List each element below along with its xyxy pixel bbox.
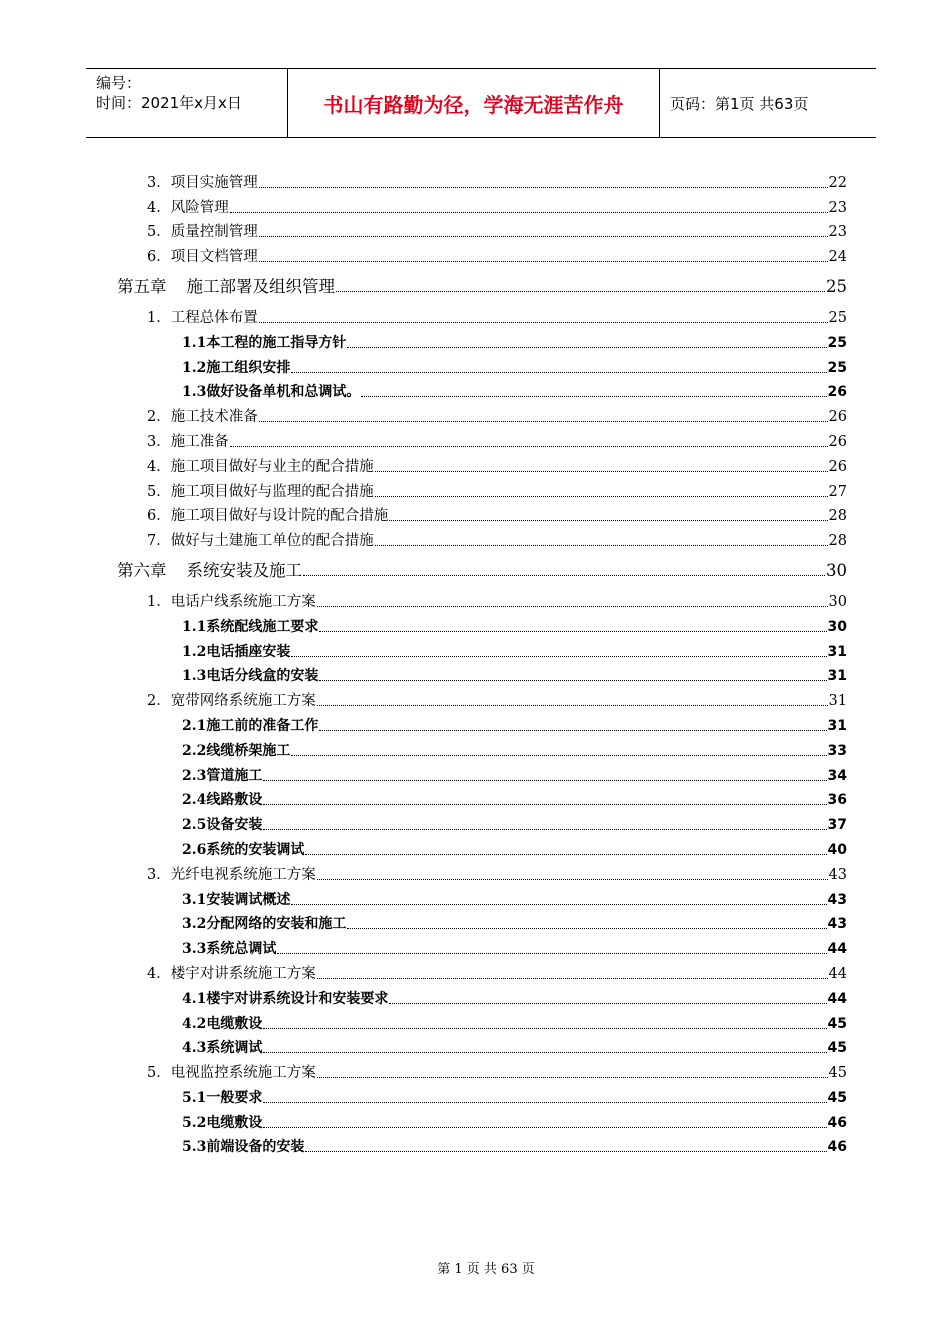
- toc-entry[interactable]: [0, 686, 847, 711]
- toc-dot-leader: [259, 322, 828, 323]
- toc-entry-number: 2．: [147, 409, 171, 426]
- toc-dot-leader: [263, 1028, 826, 1029]
- toc-entry-title: 设备安装: [206, 817, 263, 834]
- toc-entry[interactable]: [0, 427, 847, 452]
- toc-dot-leader: [375, 545, 828, 546]
- toc-entry-number: 3.1: [182, 891, 207, 908]
- toc-page-number: 45: [827, 1089, 847, 1106]
- toc-entry-number: 第五章: [117, 277, 167, 297]
- toc-entry-number: 1.1: [182, 334, 207, 351]
- toc-dot-leader: [263, 1052, 826, 1053]
- toc-page-number: 31: [827, 643, 847, 660]
- toc-entry-number: 2.4: [182, 792, 207, 809]
- toc-entry-label: [147, 457, 374, 477]
- toc-dot-leader: [389, 1003, 826, 1004]
- toc-entry-title: 线缆桥架施工: [206, 742, 291, 759]
- toc-dot-leader: [375, 496, 828, 497]
- toc-entry-number: 7．: [147, 533, 171, 550]
- toc-entry-number: 2.2: [182, 742, 207, 759]
- toc-dot-leader: [263, 804, 826, 805]
- toc-page-number: 25: [827, 359, 847, 376]
- toc-entry[interactable]: [0, 736, 847, 761]
- toc-entry-number: 1．: [147, 309, 171, 326]
- toc-entry-label: [182, 815, 262, 835]
- toc-dot-leader: [347, 347, 826, 348]
- toc-page-number: 25: [828, 309, 847, 326]
- toc-entry-title: 电缆敷设: [206, 1114, 263, 1131]
- toc-entry-number: 1.2: [182, 359, 207, 376]
- toc-entry[interactable]: [0, 984, 847, 1009]
- toc-entry[interactable]: [0, 526, 847, 551]
- toc-entry-label: [182, 890, 290, 910]
- toc-entry[interactable]: [0, 761, 847, 786]
- toc-dot-leader: [336, 291, 825, 292]
- toc-entry-label: [182, 1014, 262, 1034]
- toc-page-number: 34: [827, 767, 847, 784]
- header-meta: [86, 69, 288, 137]
- toc-dot-leader: [317, 978, 828, 979]
- toc-entry-label: [182, 666, 318, 686]
- toc-entry[interactable]: [0, 934, 847, 959]
- toc-page-number: 45: [827, 1040, 847, 1057]
- toc-page-number: 30: [827, 618, 847, 635]
- toc-entry-label: [182, 1137, 304, 1157]
- toc-entry-number: 5．: [147, 483, 171, 500]
- toc-entry-title: 一般要求: [206, 1089, 263, 1106]
- toc-page-number: 22: [828, 174, 847, 191]
- toc-page-number: 23: [828, 224, 847, 241]
- toc-entry-title: 施工项目做好与设计院的配合措施: [170, 508, 389, 525]
- toc-dot-leader: [277, 953, 826, 954]
- toc-entry-number: 1.3: [182, 384, 207, 401]
- toc-entry-label: [147, 432, 229, 452]
- toc-entry-label: [182, 642, 290, 662]
- toc-entry[interactable]: [0, 1133, 847, 1158]
- toc-entry-label: [182, 617, 318, 637]
- toc-entry-title: 楼宇对讲系统设计和安装要求: [206, 990, 389, 1007]
- toc-entry-title: 施工准备: [170, 433, 229, 450]
- time-label: 时间：2021年x月x日: [96, 94, 242, 112]
- toc-dot-leader: [263, 780, 826, 781]
- toc-dot-leader: [259, 261, 828, 262]
- toc-page-number: 31: [828, 693, 847, 710]
- toc-entry-label: [147, 691, 316, 711]
- toc-entry-label: [182, 1038, 262, 1058]
- toc-entry-label: [147, 222, 258, 242]
- toc-chapter-entry[interactable]: [0, 551, 847, 581]
- toc-entry-number: 3．: [147, 866, 171, 883]
- toc-entry[interactable]: [0, 587, 847, 612]
- toc-entry-number: 第六章: [117, 561, 167, 581]
- toc-dot-leader: [259, 236, 828, 237]
- toc-entry-title: 系统调试: [206, 1040, 263, 1057]
- toc-page-number: 37: [827, 817, 847, 834]
- toc-page-number: 36: [827, 792, 847, 809]
- toc-entry-number: 4.2: [182, 1015, 207, 1032]
- toc-dot-leader: [230, 446, 828, 447]
- toc-entry[interactable]: [0, 242, 847, 267]
- toc-dot-leader: [291, 904, 826, 905]
- toc-dot-leader: [319, 631, 826, 632]
- toc-entry-title: 风险管理: [170, 199, 229, 216]
- toc-entry[interactable]: [0, 502, 847, 527]
- toc-entry-label: [147, 198, 229, 218]
- toc-entry-label: [147, 531, 374, 551]
- toc-entry-number: 5.3: [182, 1139, 207, 1156]
- toc-entry-title: 电缆敷设: [206, 1015, 263, 1032]
- toc-entry-title: 系统配线施工要求: [206, 618, 319, 635]
- toc-entry-title: 电话分线盒的安装: [206, 668, 319, 685]
- toc-entry[interactable]: [0, 662, 847, 687]
- toc-dot-leader: [259, 421, 828, 422]
- toc-dot-leader: [291, 372, 826, 373]
- toc-page-number: 28: [828, 533, 847, 550]
- toc-entry-number: 5．: [147, 224, 171, 241]
- toc-entry-number: 2．: [147, 693, 171, 710]
- toc-dot-leader: [263, 1127, 826, 1128]
- toc-entry[interactable]: [0, 353, 847, 378]
- toc-entry[interactable]: [0, 1058, 847, 1083]
- toc-page-number: 33: [827, 742, 847, 759]
- toc-entry-number: 4．: [147, 965, 171, 982]
- toc-dot-leader: [317, 705, 828, 706]
- toc-entry-label: [182, 382, 360, 402]
- toc-entry-number: 3.2: [182, 916, 207, 933]
- toc-page-number: 26: [828, 409, 847, 426]
- toc-entry-title: 电话户线系统施工方案: [170, 593, 316, 610]
- toc-entry-number: 2.3: [182, 767, 207, 784]
- toc-entry-title: 线路敷设: [206, 792, 263, 809]
- toc-page-number: 26: [828, 433, 847, 450]
- toc-entry-label: [117, 277, 335, 297]
- toc-entry-title: 管道施工: [206, 767, 263, 784]
- toc-entry-title: 电话插座安装: [206, 643, 291, 660]
- toc-page-number: 24: [828, 249, 847, 266]
- toc-dot-leader: [291, 656, 826, 657]
- toc-page-number: 28: [828, 508, 847, 525]
- toc-entry-number: 4．: [147, 458, 171, 475]
- toc-entry-title: 施工部署及组织管理: [186, 277, 335, 297]
- toc-entry-title: 做好设备单机和总调试。: [206, 384, 361, 401]
- toc-entry-label: [147, 506, 388, 526]
- toc-page-number: 31: [827, 668, 847, 685]
- toc-dot-leader: [305, 854, 826, 855]
- toc-page-number: 44: [827, 941, 847, 958]
- toc-page-number: 30: [828, 593, 847, 610]
- toc-entry[interactable]: [0, 168, 847, 193]
- toc-entry[interactable]: [0, 378, 847, 403]
- toc-entry-title: 系统安装及施工: [186, 561, 302, 581]
- toc-dot-leader: [317, 1077, 828, 1078]
- page-footer: 第 1 页 共 63 页: [437, 1262, 535, 1277]
- toc-entry-label: [182, 741, 290, 761]
- toc-entry-number: 4．: [147, 199, 171, 216]
- toc-page-number: 25: [827, 334, 847, 351]
- toc-entry[interactable]: [0, 1009, 847, 1034]
- toc-entry[interactable]: [0, 711, 847, 736]
- toc-entry-title: 安装调试概述: [206, 891, 291, 908]
- toc-entry[interactable]: [0, 1034, 847, 1059]
- toc-entry-title: 宽带网络系统施工方案: [170, 693, 316, 710]
- toc-page-number: 45: [828, 1065, 847, 1082]
- toc-entry-title: 分配网络的安装和施工: [206, 916, 347, 933]
- toc-entry[interactable]: [0, 477, 847, 502]
- toc-dot-leader: [263, 829, 826, 830]
- toc-entry-title: 质量控制管理: [170, 224, 258, 241]
- toc-entry-label: [182, 358, 290, 378]
- page-header: [86, 68, 876, 138]
- toc-entry-number: 6．: [147, 508, 171, 525]
- toc-entry-number: 3．: [147, 174, 171, 191]
- toc-dot-leader: [259, 187, 828, 188]
- toc-dot-leader: [375, 471, 828, 472]
- toc-entry-title: 项目文档管理: [170, 249, 258, 266]
- toc-entry-number: 1．: [147, 593, 171, 610]
- toc-entry-title: 光纤电视系统施工方案: [170, 866, 316, 883]
- toc-entry-label: [182, 1088, 262, 1108]
- toc-dot-leader: [347, 928, 826, 929]
- toc-dot-leader: [361, 396, 826, 397]
- toc-entry-label: [147, 592, 316, 612]
- toc-page-number: 31: [827, 717, 847, 734]
- toc-entry-label: [147, 247, 258, 267]
- toc-entry-label: [147, 173, 258, 193]
- toc-page-number: 26: [828, 458, 847, 475]
- toc-dot-leader: [291, 755, 826, 756]
- toc-entry-title: 施工前的准备工作: [206, 717, 319, 734]
- toc-entry-number: 1.2: [182, 643, 207, 660]
- toc-entry-label: [147, 482, 374, 502]
- toc-page-number: 46: [827, 1114, 847, 1131]
- toc-entry[interactable]: [0, 637, 847, 662]
- toc-page-number: 25: [826, 277, 847, 297]
- toc-entry-label: [182, 914, 346, 934]
- toc-entry-title: 施工项目做好与监理的配合措施: [170, 483, 374, 500]
- toc-entry[interactable]: [0, 810, 847, 835]
- toc-page-number: 23: [828, 199, 847, 216]
- toc-entry-label: [147, 308, 258, 328]
- toc-page-number: 40: [827, 841, 847, 858]
- header-motto: 书山有路勤为径，学海无涯苦作舟: [288, 69, 660, 137]
- header-page-info: 页码：第1页 共63页: [670, 94, 809, 113]
- toc-entry-title: 项目实施管理: [170, 174, 258, 191]
- toc-entry-label: [147, 407, 258, 427]
- toc-entry-title: 电视监控系统施工方案: [170, 1065, 316, 1082]
- toc-entry-label: [182, 939, 276, 959]
- toc-entry-title: 施工技术准备: [170, 409, 258, 426]
- toc-entry-number: 1.3: [182, 668, 207, 685]
- toc-entry-number: 2.5: [182, 817, 207, 834]
- toc-entry-number: 3.3: [182, 941, 207, 958]
- toc-entry-label: [182, 716, 318, 736]
- toc-entry-title: 前端设备的安装: [206, 1139, 305, 1156]
- toc-entry-title: 做好与土建施工单位的配合措施: [170, 533, 374, 550]
- toc-entry-label: [147, 865, 316, 885]
- toc-page-number: 44: [827, 990, 847, 1007]
- table-of-contents: [0, 168, 950, 1157]
- toc-entry-number: 2.6: [182, 841, 207, 858]
- toc-entry[interactable]: [0, 452, 847, 477]
- toc-page-number: 26: [827, 384, 847, 401]
- toc-entry-title: 系统的安装调试: [206, 841, 305, 858]
- toc-page-number: 43: [827, 916, 847, 933]
- toc-entry-title: 楼宇对讲系统施工方案: [170, 965, 316, 982]
- toc-entry[interactable]: [0, 612, 847, 637]
- toc-entry[interactable]: [0, 402, 847, 427]
- toc-dot-leader: [319, 680, 826, 681]
- toc-page-number: 44: [828, 965, 847, 982]
- toc-dot-leader: [303, 575, 825, 576]
- toc-entry[interactable]: [0, 1108, 847, 1133]
- toc-page-number: 46: [827, 1139, 847, 1156]
- toc-entry[interactable]: [0, 959, 847, 984]
- toc-entry-number: 5．: [147, 1065, 171, 1082]
- toc-entry-label: [182, 840, 304, 860]
- toc-entry-number: 5.2: [182, 1114, 207, 1131]
- toc-entry-title: 施工组织安排: [206, 359, 291, 376]
- toc-entry-title: 工程总体布置: [170, 309, 258, 326]
- toc-entry-label: [117, 561, 302, 581]
- toc-entry-number: 4.3: [182, 1040, 207, 1057]
- toc-entry[interactable]: [0, 910, 847, 935]
- toc-entry[interactable]: [0, 885, 847, 910]
- toc-entry-label: [182, 333, 346, 353]
- toc-page-number: 43: [827, 891, 847, 908]
- toc-dot-leader: [317, 606, 828, 607]
- toc-page-number: 43: [828, 866, 847, 883]
- toc-entry[interactable]: [0, 218, 847, 243]
- serial-label: 编号：: [96, 74, 142, 92]
- toc-entry-number: 3．: [147, 433, 171, 450]
- toc-page-number: 27: [828, 483, 847, 500]
- toc-page-number: 45: [827, 1015, 847, 1032]
- toc-entry[interactable]: [0, 1083, 847, 1108]
- toc-dot-leader: [230, 212, 828, 213]
- toc-dot-leader: [389, 520, 827, 521]
- toc-dot-leader: [317, 879, 828, 880]
- toc-entry-label: [182, 989, 388, 1009]
- toc-entry-number: 1.1: [182, 618, 207, 635]
- toc-entry-label: [147, 1063, 316, 1083]
- toc-entry-title: 本工程的施工指导方针: [206, 334, 347, 351]
- toc-entry-label: [182, 1113, 262, 1133]
- toc-chapter-entry[interactable]: [0, 267, 847, 297]
- toc-page-number: 30: [826, 561, 847, 581]
- toc-entry-number: 2.1: [182, 717, 207, 734]
- toc-entry-title: 系统总调试: [206, 941, 277, 958]
- toc-dot-leader: [319, 730, 826, 731]
- toc-entry[interactable]: [0, 786, 847, 811]
- toc-dot-leader: [263, 1102, 826, 1103]
- toc-entry-number: 5.1: [182, 1089, 207, 1106]
- toc-entry-label: [182, 766, 262, 786]
- toc-entry[interactable]: [0, 193, 847, 218]
- toc-entry[interactable]: [0, 860, 847, 885]
- toc-entry-number: 4.1: [182, 990, 207, 1007]
- toc-entry-label: [182, 790, 262, 810]
- toc-entry-title: 施工项目做好与业主的配合措施: [170, 458, 374, 475]
- toc-entry-label: [147, 964, 316, 984]
- toc-entry[interactable]: [0, 303, 847, 328]
- toc-dot-leader: [305, 1151, 826, 1152]
- toc-entry[interactable]: [0, 835, 847, 860]
- toc-entry[interactable]: [0, 328, 847, 353]
- toc-entry-number: 6．: [147, 249, 171, 266]
